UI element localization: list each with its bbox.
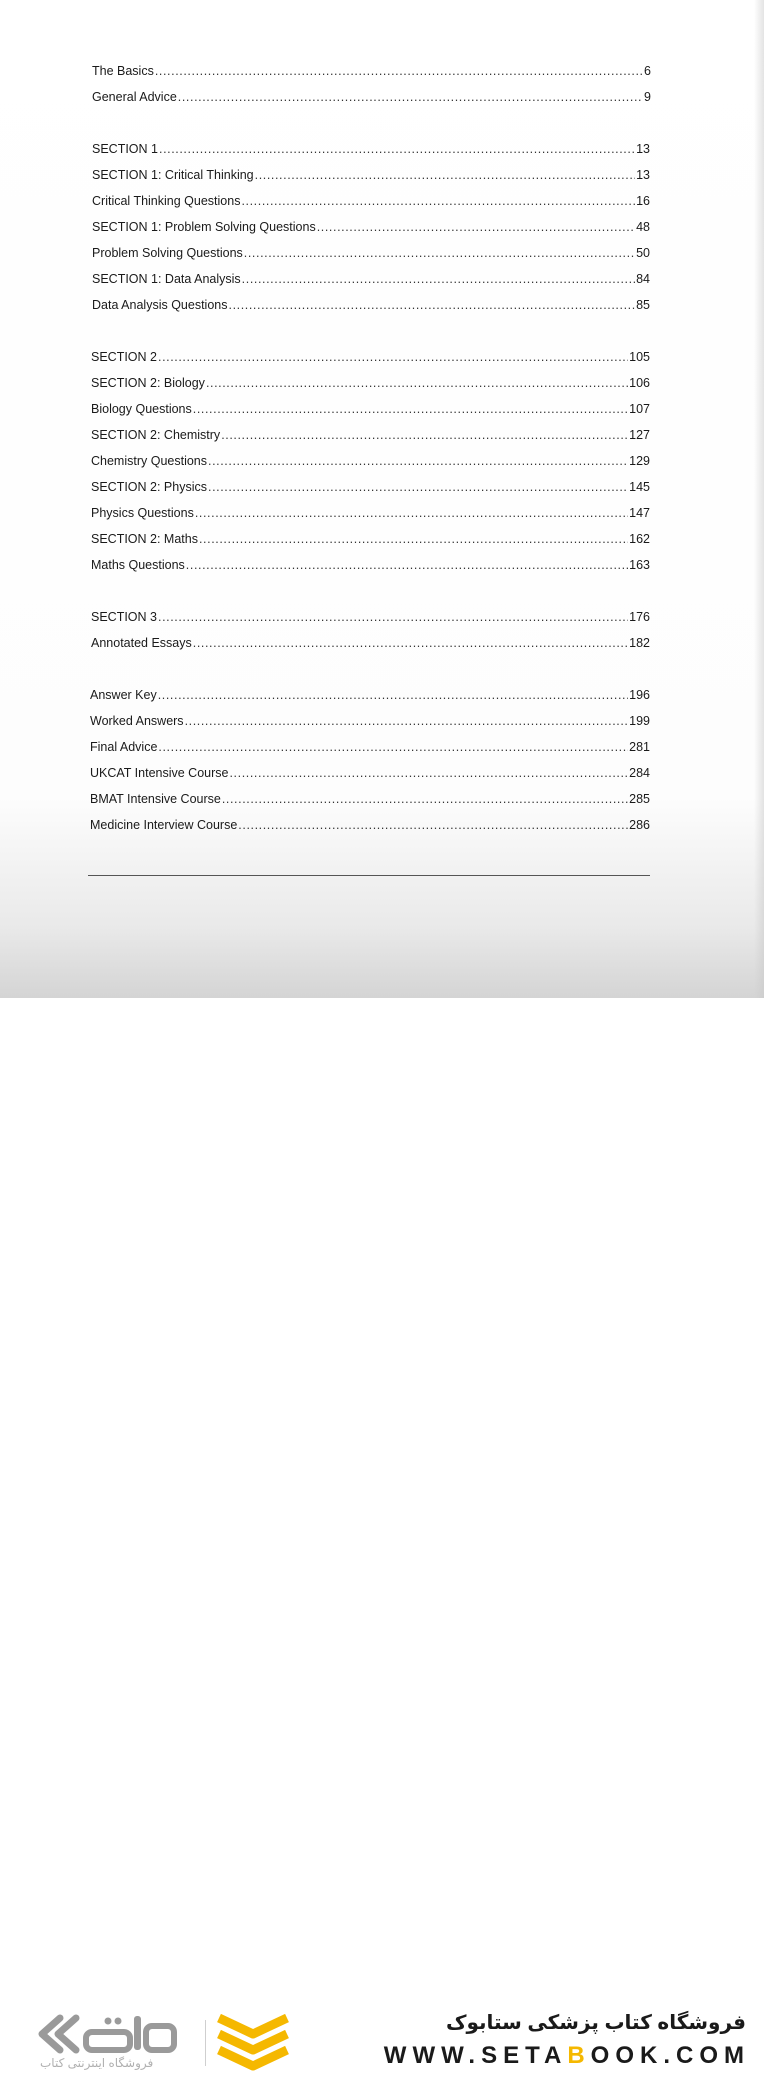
setabook-wordmark-logo <box>30 2012 180 2056</box>
toc-leader-dots <box>178 90 643 104</box>
toc-entry-label: SECTION 1: Critical Thinking <box>92 168 254 182</box>
toc-entry-page: 176 <box>629 610 650 624</box>
toc-entry-page: 106 <box>629 376 650 390</box>
toc-entry-label: SECTION 2: Maths <box>91 532 198 546</box>
toc-entry <box>92 246 650 264</box>
toc-entry <box>91 636 650 654</box>
toc-entry <box>91 428 650 446</box>
toc-leader-dots <box>221 428 628 442</box>
toc-entry <box>91 558 650 576</box>
toc-entry-page: 127 <box>629 428 650 442</box>
toc-entry-label: SECTION 1: Problem Solving Questions <box>92 220 316 234</box>
toc-entry-label: Critical Thinking Questions <box>92 194 241 208</box>
toc-leader-dots <box>199 532 628 546</box>
toc-leader-dots <box>195 506 628 520</box>
toc-leader-dots <box>241 194 635 208</box>
toc-leader-dots <box>206 376 628 390</box>
toc-entry-page: 129 <box>629 454 650 468</box>
store-url-prefix: WWW.SETA <box>383 2042 568 2069</box>
toc-leader-dots <box>158 610 628 624</box>
store-url-suffix: OOK.COM <box>590 2042 750 2069</box>
toc-entry-page: 285 <box>629 792 650 806</box>
page-edge-shadow <box>754 0 764 998</box>
toc-entry <box>91 350 650 368</box>
toc-entry-label: SECTION 2: Biology <box>91 376 205 390</box>
toc-entry <box>91 610 650 628</box>
toc-entry <box>91 506 650 524</box>
toc-entry-label: The Basics <box>92 64 154 78</box>
toc-entry-page: 16 <box>636 194 650 208</box>
toc-leader-dots <box>255 168 635 182</box>
toc-leader-dots <box>229 766 628 780</box>
toc-entry <box>90 688 650 706</box>
toc-entry-page: 84 <box>636 272 650 286</box>
store-url[interactable] <box>384 2042 750 2070</box>
toc-leader-dots <box>186 558 628 572</box>
toc-leader-dots <box>193 402 628 416</box>
document-page <box>0 0 764 998</box>
toc-entry <box>92 272 650 290</box>
toc-entry <box>90 714 650 732</box>
toc-leader-dots <box>158 350 628 364</box>
toc-leader-dots <box>159 142 635 156</box>
book-chevron-logo-icon <box>213 2012 293 2074</box>
toc-entry-label: Answer Key <box>90 688 157 702</box>
toc-entry-page: 48 <box>636 220 650 234</box>
toc-entry-label: SECTION 2 <box>91 350 157 364</box>
toc-entry-label: Worked Answers <box>90 714 184 728</box>
toc-entry-page: 85 <box>636 298 650 312</box>
toc-entry-page: 281 <box>629 740 650 754</box>
logo-divider <box>205 2020 206 2066</box>
toc-leader-dots <box>193 636 628 650</box>
toc-entry <box>91 402 650 420</box>
toc-entry-label: Annotated Essays <box>91 636 192 650</box>
toc-entry-label: SECTION 2: Physics <box>91 480 207 494</box>
toc-entry-page: 182 <box>629 636 650 650</box>
toc-entry-label: Biology Questions <box>91 402 192 416</box>
toc-entry <box>90 740 650 758</box>
toc-entry-label: Chemistry Questions <box>91 454 208 468</box>
toc-entry <box>92 168 650 186</box>
toc-entry-label: SECTION 2: Chemistry <box>91 428 221 442</box>
toc-entry-label: Maths Questions <box>91 558 185 572</box>
toc-entry <box>91 454 650 472</box>
toc-entry-label: UKCAT Intensive Course <box>90 766 229 780</box>
toc-entry-label: SECTION 3 <box>91 610 157 624</box>
footer-rule <box>88 875 650 876</box>
toc-entry-label: BMAT Intensive Course <box>90 792 221 806</box>
store-url-highlight: B <box>567 2042 591 2069</box>
toc-entry <box>92 298 650 316</box>
toc-leader-dots <box>208 480 628 494</box>
toc-entry-page: 284 <box>629 766 650 780</box>
toc-entry-page: 199 <box>629 714 650 728</box>
toc-leader-dots <box>229 298 636 312</box>
toc-entry <box>90 818 650 836</box>
toc-entry-page: 107 <box>629 402 650 416</box>
store-name: فروشگاه کتاب پزشکی ستابوک <box>445 2012 746 2034</box>
toc-entry-label: Final Advice <box>90 740 158 754</box>
logo-subtitle: فروشگاه اینترنتی کتاب <box>40 2056 154 2070</box>
toc-entry <box>92 194 650 212</box>
toc-entry <box>92 90 651 108</box>
toc-entry-label: SECTION 1: Data Analysis <box>92 272 241 286</box>
toc-entry <box>92 64 651 82</box>
toc-entry-page: 13 <box>636 142 650 156</box>
toc-entry-page: 163 <box>629 558 650 572</box>
toc-entry-label: Medicine Interview Course <box>90 818 238 832</box>
toc-entry-page: 147 <box>629 506 650 520</box>
toc-leader-dots <box>158 740 628 754</box>
toc-entry-page: 105 <box>629 350 650 364</box>
toc-entry-label: Problem Solving Questions <box>92 246 243 260</box>
toc-entry <box>90 766 650 784</box>
toc-entry-page: 162 <box>629 532 650 546</box>
toc-entry <box>92 220 650 238</box>
toc-entry <box>92 142 650 160</box>
toc-entry <box>91 532 650 550</box>
toc-leader-dots <box>155 64 643 78</box>
toc-entry-page: 13 <box>636 168 650 182</box>
toc-leader-dots <box>244 246 635 260</box>
toc-entry-page: 6 <box>644 64 651 78</box>
toc-entry <box>90 792 650 810</box>
toc-entry-page: 50 <box>636 246 650 260</box>
toc-leader-dots <box>242 272 635 286</box>
toc-leader-dots <box>238 818 628 832</box>
toc-entry-label: General Advice <box>92 90 177 104</box>
toc-entry-page: 145 <box>629 480 650 494</box>
toc-entry-label: Physics Questions <box>91 506 194 520</box>
toc-entry-label: Data Analysis Questions <box>92 298 228 312</box>
toc-leader-dots <box>222 792 628 806</box>
toc-entry-label: SECTION 1 <box>92 142 158 156</box>
toc-leader-dots <box>208 454 628 468</box>
toc-entry <box>91 480 650 498</box>
toc-entry-page: 196 <box>629 688 650 702</box>
toc-entry-page: 286 <box>629 818 650 832</box>
toc-leader-dots <box>317 220 635 234</box>
store-banner <box>0 998 764 2070</box>
toc-leader-dots <box>158 688 628 702</box>
toc-leader-dots <box>185 714 629 728</box>
toc-entry <box>91 376 650 394</box>
toc-entry-page: 9 <box>644 90 651 104</box>
